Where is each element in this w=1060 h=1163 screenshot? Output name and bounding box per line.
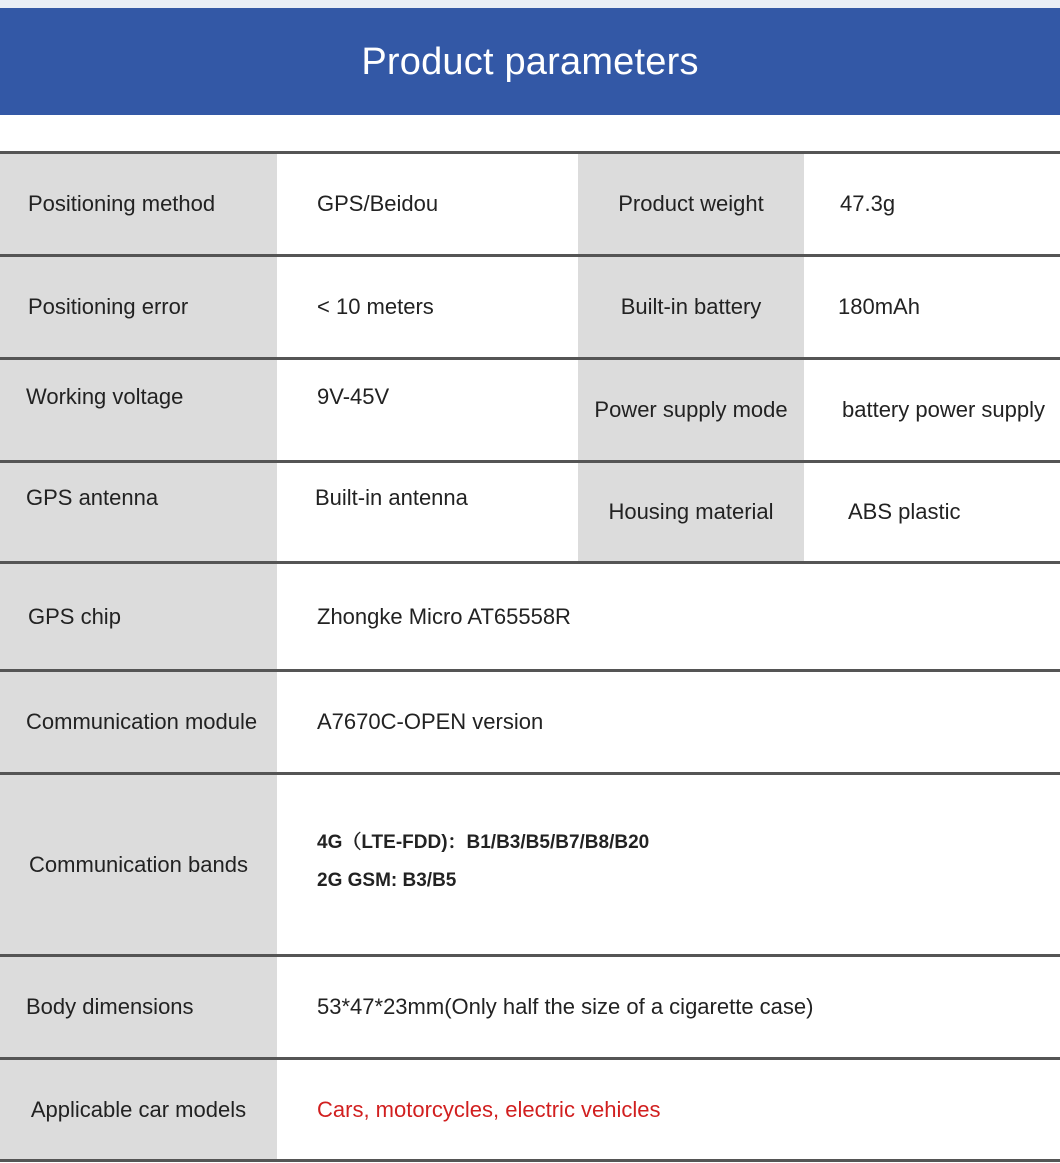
value-housing-material: ABS plastic bbox=[804, 463, 1060, 561]
value-communication-bands bbox=[277, 775, 1060, 954]
value-applicable-car-models: Cars, motorcycles, electric vehicles bbox=[277, 1060, 1060, 1159]
top-strip bbox=[0, 0, 1060, 8]
value-body-dimensions: 53*47*23mm(Only half the size of a cigarette case) bbox=[277, 957, 1060, 1057]
label-body-dimensions: Body dimensions bbox=[0, 957, 277, 1057]
page-title: Product parameters bbox=[361, 41, 699, 83]
row-divider bbox=[0, 1159, 1060, 1162]
label-applicable-car-models: Applicable car models bbox=[0, 1060, 277, 1159]
bands-line-4g: 4G（LTE-FDD)：B1/B3/B5/B7/B8/B20 bbox=[317, 831, 650, 853]
label-housing-material: Housing material bbox=[578, 463, 804, 561]
value-product-weight: 47.3g bbox=[804, 154, 1060, 254]
value-positioning-error: < 10 meters bbox=[277, 257, 578, 357]
value-positioning-method: GPS/Beidou bbox=[277, 154, 578, 254]
value-communication-module: A7670C-OPEN version bbox=[277, 672, 1060, 772]
label-product-weight: Product weight bbox=[578, 154, 804, 254]
value-working-voltage: 9V-45V bbox=[277, 360, 578, 460]
bands-line-2g: 2G GSM: B3/B5 bbox=[317, 869, 457, 891]
label-positioning-error: Positioning error bbox=[0, 257, 277, 357]
label-built-in-battery: Built-in battery bbox=[578, 257, 804, 357]
value-gps-chip: Zhongke Micro AT65558R bbox=[277, 564, 1060, 669]
value-gps-antenna: Built-in antenna bbox=[277, 463, 578, 561]
label-positioning-method: Positioning method bbox=[0, 154, 277, 254]
title-banner bbox=[0, 8, 1060, 115]
value-power-supply-mode: battery power supply bbox=[804, 360, 1060, 460]
label-working-voltage: Working voltage bbox=[0, 360, 277, 460]
label-gps-antenna: GPS antenna bbox=[0, 463, 277, 561]
label-communication-bands: Communication bands bbox=[0, 775, 277, 954]
label-gps-chip: GPS chip bbox=[0, 564, 277, 669]
label-communication-module: Communication module bbox=[0, 672, 277, 772]
label-power-supply-mode: Power supply mode bbox=[578, 360, 804, 460]
value-built-in-battery: 180mAh bbox=[804, 257, 1060, 357]
